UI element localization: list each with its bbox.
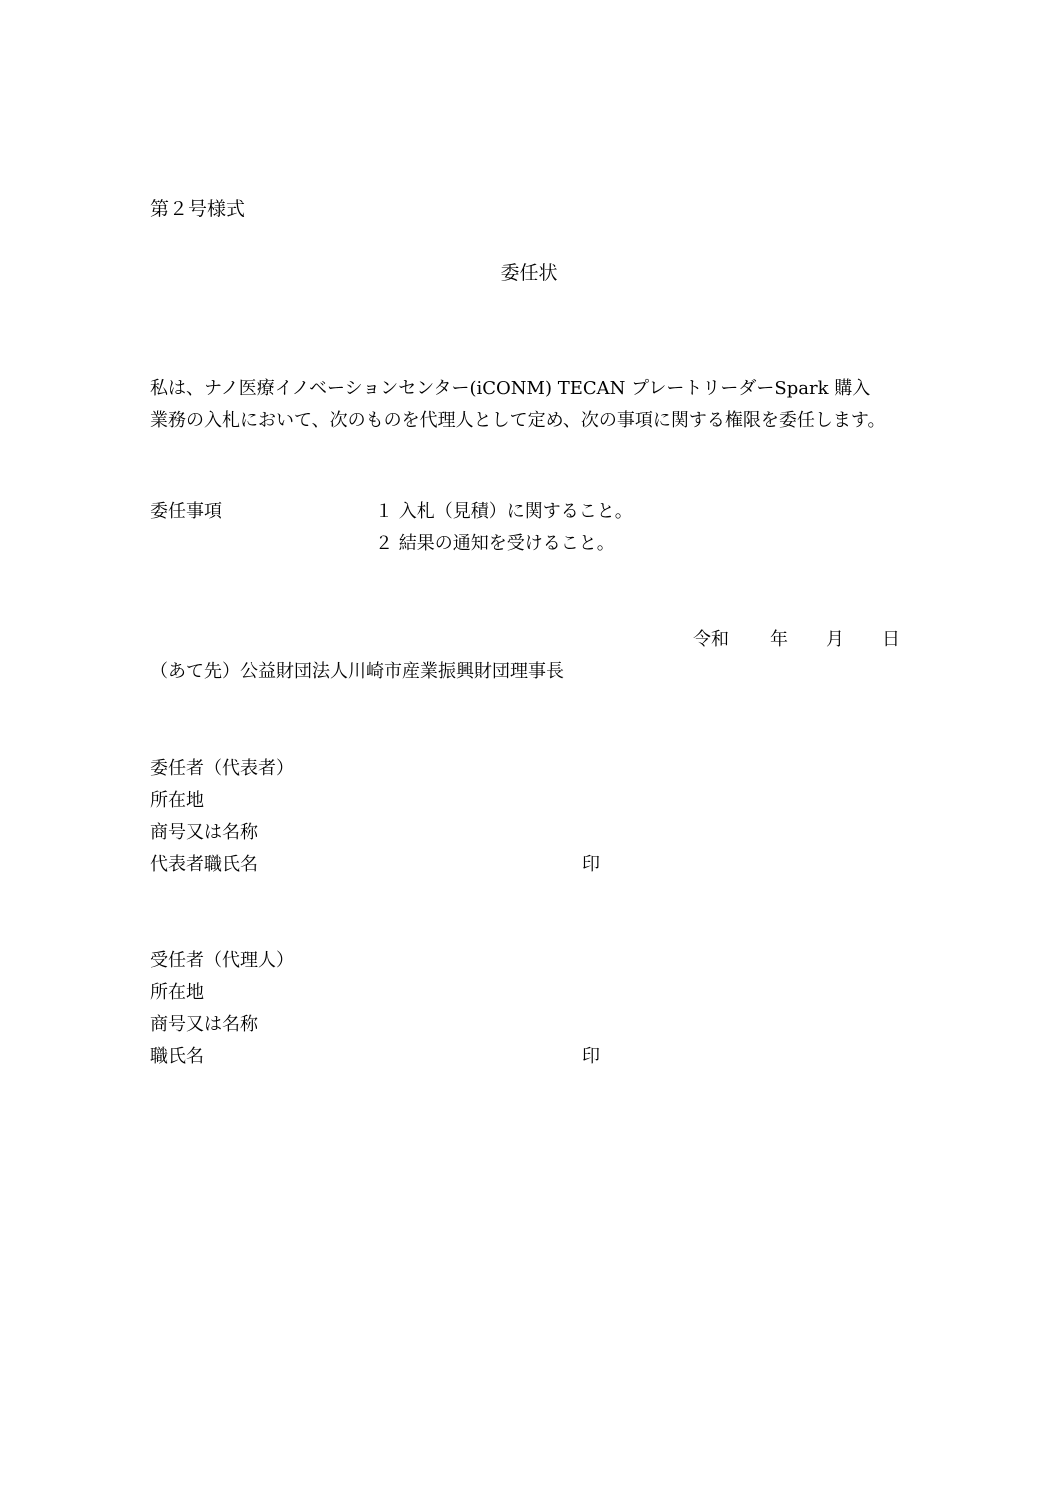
delegator-representative-label: 代表者職氏名 — [150, 854, 258, 875]
proxy-seal-mark: 印 — [582, 1046, 600, 1067]
date-era: 令和 — [693, 629, 729, 650]
document-title: 委任状 — [500, 262, 558, 284]
body-paragraph — [150, 373, 910, 437]
proxy-heading: 受任者（代理人） — [150, 950, 294, 971]
delegator-heading: 委任者（代表者） — [150, 758, 294, 779]
date-year-label: 年 — [770, 629, 788, 650]
delegator-address-label: 所在地 — [150, 790, 204, 811]
body-line-2: 業務の入札において、次のものを代理人として定め、次の事項に関する権限を委任します。 — [150, 410, 886, 431]
date-line — [693, 631, 900, 649]
delegated-matter-item: １ 入札（見積）に関すること。 — [375, 501, 633, 522]
addressee: （あて先）公益財団法人川崎市産業振興財団理事長 — [150, 661, 564, 682]
date-month-label: 月 — [826, 629, 844, 650]
date-day-label: 日 — [882, 629, 900, 650]
form-number: 第２号様式 — [150, 198, 246, 220]
proxy-address-label: 所在地 — [150, 982, 204, 1003]
body-line-1: 私は、ナノ医療イノベーションセンター(iCONM) TECAN プレートリーダーSpark 購入 — [150, 378, 871, 399]
proxy-company-name-label: 商号又は名称 — [150, 1014, 258, 1035]
proxy-title-name-label: 職氏名 — [150, 1046, 204, 1067]
delegator-seal-mark: 印 — [582, 854, 600, 875]
delegated-matter-item: ２ 結果の通知を受けること。 — [375, 533, 615, 554]
delegator-company-name-label: 商号又は名称 — [150, 822, 258, 843]
delegated-matters-label: 委任事項 — [150, 501, 222, 522]
